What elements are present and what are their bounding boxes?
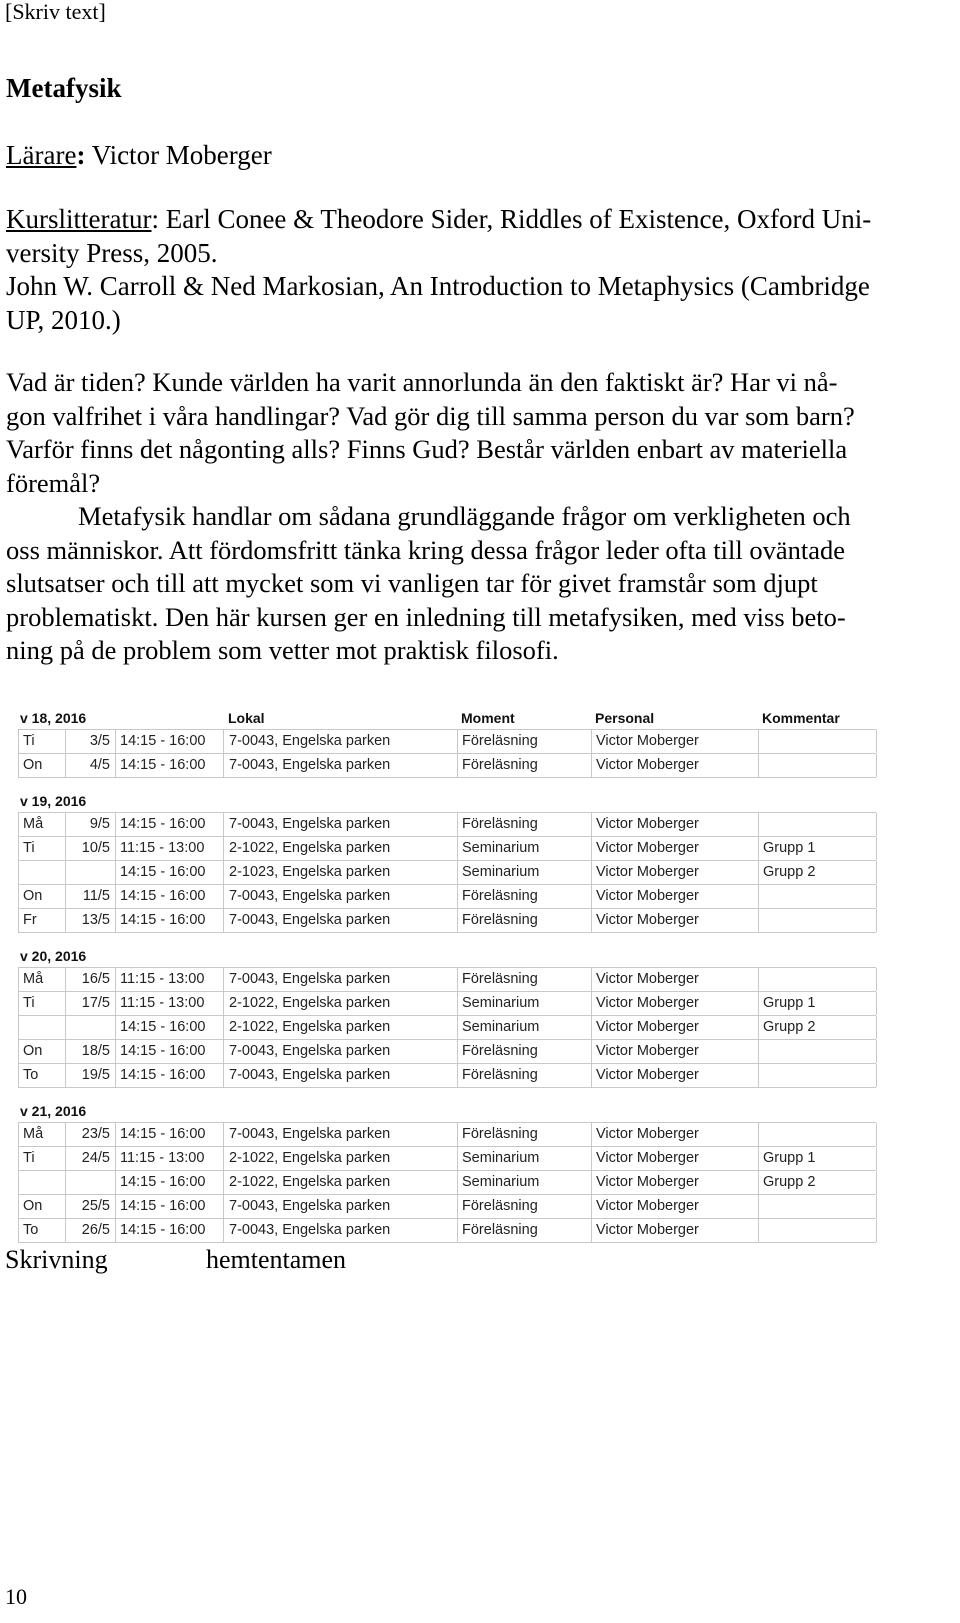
table-row [19,730,876,754]
week-header [18,703,876,729]
description-line: gon valfrihet i våra handlingar? Vad gör dig till samma person du var som barn? [6,400,855,431]
cell-time: 14:15 - 16:00 [116,1219,224,1242]
cell-time: 14:15 - 16:00 [116,1016,224,1039]
week-gap [18,1088,876,1096]
cell-day: On [19,754,66,777]
table-row [19,754,876,778]
literature-label: Kurslitteratur [6,204,152,234]
table-row [19,1040,876,1064]
column-header-moment: Moment [461,710,515,726]
cell-room: 7-0043, Engelska parken [224,730,458,753]
cell-time: 14:15 - 16:00 [116,1171,224,1194]
cell-date: 16/5 [66,968,116,991]
cell-day: Ti [19,837,66,860]
table-row [19,1147,876,1171]
cell-moment: Föreläsning [458,1219,592,1242]
week-label: v 18, 2016 [20,710,87,726]
cell-comment: Grupp 1 [759,992,877,1015]
teacher-line [6,139,272,171]
table-row [19,992,876,1016]
cell-day [19,1016,66,1039]
cell-day: On [19,1040,66,1063]
cell-day: Ti [19,730,66,753]
cell-moment: Föreläsning [458,1064,592,1087]
column-header-staff: Personal [595,710,655,726]
cell-date: 9/5 [66,813,116,836]
cell-room: 7-0043, Engelska parken [224,968,458,991]
cell-date: 24/5 [66,1147,116,1170]
week-rows [18,812,876,933]
cell-date: 3/5 [66,730,116,753]
cell-comment: Grupp 1 [759,837,877,860]
cell-staff: Victor Moberger [592,885,759,908]
cell-day: Må [19,813,66,836]
week-gap [18,778,876,786]
course-description [6,366,941,668]
cell-room: 7-0043, Engelska parken [224,885,458,908]
cell-date: 19/5 [66,1064,116,1087]
cell-room: 2-1023, Engelska parken [224,861,458,884]
cell-comment [759,754,877,777]
cell-date: 11/5 [66,885,116,908]
cell-staff: Victor Moberger [592,861,759,884]
table-row [19,1195,876,1219]
description-line: slutsatser och till att mycket som vi vanligen tar för givet framstår som djupt [6,568,818,598]
cell-moment: Föreläsning [458,1195,592,1218]
page-number: 10 [5,1584,27,1609]
table-row [19,1123,876,1147]
cell-day [19,861,66,884]
week-header [18,786,876,812]
cell-comment [759,1064,877,1087]
table-row [19,909,876,933]
teacher-name: Victor Moberger [85,140,272,170]
cell-time: 14:15 - 16:00 [116,885,224,908]
cell-comment [759,909,877,932]
cell-time: 14:15 - 16:00 [116,730,224,753]
cell-moment: Föreläsning [458,1040,592,1063]
cell-date: 10/5 [66,837,116,860]
cell-room: 7-0043, Engelska parken [224,909,458,932]
cell-comment [759,1195,877,1218]
cell-staff: Victor Moberger [592,1064,759,1087]
cell-time: 14:15 - 16:00 [116,1064,224,1087]
cell-staff: Victor Moberger [592,1219,759,1242]
cell-room: 7-0043, Engelska parken [224,1040,458,1063]
schedule-table [18,703,876,1243]
cell-time: 14:15 - 16:00 [116,1040,224,1063]
literature-line: UP, 2010.) [6,304,121,335]
table-row [19,968,876,992]
week-header [18,1096,876,1122]
cell-comment [759,968,877,991]
cell-time: 14:15 - 16:00 [116,909,224,932]
cell-day: Må [19,1123,66,1146]
cell-staff: Victor Moberger [592,1171,759,1194]
cell-room: 7-0043, Engelska parken [224,1064,458,1087]
column-header-comment: Kommentar [762,710,840,726]
literature-line [6,203,936,237]
cell-comment: Grupp 2 [759,1171,877,1194]
cell-comment [759,1040,877,1063]
description-line: föremål? [6,467,101,498]
cell-moment: Föreläsning [458,968,592,991]
cell-moment: Seminarium [458,1171,592,1194]
table-row [19,813,876,837]
cell-moment: Seminarium [458,861,592,884]
cell-room: 2-1022, Engelska parken [224,1171,458,1194]
exam-type: hemtentamen [206,1245,347,1274]
teacher-colon: : [76,140,86,170]
cell-day: Ti [19,992,66,1015]
cell-day: On [19,1195,66,1218]
description-line: ning på de problem som vetter mot praktisk filosofi. [6,635,559,665]
week-label: v 21, 2016 [20,1103,87,1119]
literature-block [6,203,936,337]
cell-room: 7-0043, Engelska parken [224,813,458,836]
cell-date: 4/5 [66,754,116,777]
literature-line: John W. Carroll & Ned Markosian, An Introduction to Metaphysics (Cambridge [6,271,870,301]
cell-room: 2-1022, Engelska parken [224,1016,458,1039]
cell-date [66,1016,116,1039]
cell-comment [759,885,877,908]
cell-staff: Victor Moberger [592,754,759,777]
literature-text: : Earl Conee & Theodore Sider, Riddles of Existence, Oxford Uni- [151,204,872,234]
cell-moment: Föreläsning [458,1123,592,1146]
description-line: oss människor. Att fördomsfritt tänka kring dessa frågor leder ofta till oväntade [6,534,845,565]
cell-staff: Victor Moberger [592,1040,759,1063]
week-label: v 20, 2016 [20,948,87,964]
cell-day: Ti [19,1147,66,1170]
cell-staff: Victor Moberger [592,1123,759,1146]
cell-moment: Föreläsning [458,813,592,836]
week-gap [18,933,876,941]
header-placeholder: [Skriv text] [5,0,106,24]
cell-room: 2-1022, Engelska parken [224,992,458,1015]
cell-time: 14:15 - 16:00 [116,813,224,836]
cell-date: 23/5 [66,1123,116,1146]
cell-moment: Föreläsning [458,885,592,908]
week-rows [18,967,876,1088]
cell-room: 7-0043, Engelska parken [224,754,458,777]
description-line: Metafysik handlar om sådana grundläggande frågor om verkligheten och [78,501,851,531]
description-line: Vad är tiden? Kunde världen ha varit annorlunda än den faktiskt är? Har vi nå- [6,367,838,397]
cell-staff: Victor Moberger [592,1016,759,1039]
cell-day: Fr [19,909,66,932]
cell-date: 18/5 [66,1040,116,1063]
cell-comment: Grupp 1 [759,1147,877,1170]
exam-label: Skrivning [5,1245,108,1274]
column-header-room: Lokal [228,710,265,726]
cell-moment: Seminarium [458,1016,592,1039]
cell-date [66,861,116,884]
table-row [19,1016,876,1040]
week-rows [18,1122,876,1243]
cell-day [19,1171,66,1194]
teacher-label: Lärare [6,140,77,170]
table-row [19,1219,876,1243]
cell-room: 2-1022, Engelska parken [224,837,458,860]
cell-day: On [19,885,66,908]
cell-staff: Victor Moberger [592,1195,759,1218]
week-label: v 19, 2016 [20,793,87,809]
cell-time: 14:15 - 16:00 [116,754,224,777]
cell-comment [759,730,877,753]
cell-comment [759,813,877,836]
cell-time: 14:15 - 16:00 [116,1123,224,1146]
cell-day: To [19,1064,66,1087]
cell-day: Må [19,968,66,991]
table-row [19,861,876,885]
cell-staff: Victor Moberger [592,1147,759,1170]
cell-room: 7-0043, Engelska parken [224,1219,458,1242]
cell-staff: Victor Moberger [592,909,759,932]
cell-staff: Victor Moberger [592,813,759,836]
cell-date: 13/5 [66,909,116,932]
table-row [19,1171,876,1195]
cell-room: 2-1022, Engelska parken [224,1147,458,1170]
cell-room: 7-0043, Engelska parken [224,1123,458,1146]
cell-staff: Victor Moberger [592,730,759,753]
cell-comment [759,1219,877,1242]
table-row [19,837,876,861]
cell-moment: Seminarium [458,992,592,1015]
cell-time: 11:15 - 13:00 [116,1147,224,1170]
description-line: Varför finns det någonting alls? Finns Gud? Består världen enbart av materiella [6,434,848,464]
cell-moment: Seminarium [458,1147,592,1170]
cell-staff: Victor Moberger [592,992,759,1015]
cell-day: To [19,1219,66,1242]
cell-comment [759,1123,877,1146]
cell-time: 11:15 - 13:00 [116,968,224,991]
cell-moment: Seminarium [458,837,592,860]
week-header [18,941,876,967]
cell-comment: Grupp 2 [759,861,877,884]
cell-date: 26/5 [66,1219,116,1242]
page-title: Metafysik [6,73,122,103]
cell-staff: Victor Moberger [592,837,759,860]
literature-line: versity Press, 2005. [6,237,218,268]
cell-room: 7-0043, Engelska parken [224,1195,458,1218]
table-row [19,1064,876,1088]
cell-date: 25/5 [66,1195,116,1218]
cell-moment: Föreläsning [458,730,592,753]
table-row [19,885,876,909]
cell-staff: Victor Moberger [592,968,759,991]
description-line: problematiskt. Den här kursen ger en inledning till metafysiken, med viss beto- [6,601,846,632]
cell-time: 14:15 - 16:00 [116,861,224,884]
week-rows [18,729,876,778]
cell-moment: Föreläsning [458,909,592,932]
cell-time: 11:15 - 13:00 [116,837,224,860]
cell-date [66,1171,116,1194]
cell-time: 14:15 - 16:00 [116,1195,224,1218]
cell-moment: Föreläsning [458,754,592,777]
cell-comment: Grupp 2 [759,1016,877,1039]
cell-time: 11:15 - 13:00 [116,992,224,1015]
cell-date: 17/5 [66,992,116,1015]
